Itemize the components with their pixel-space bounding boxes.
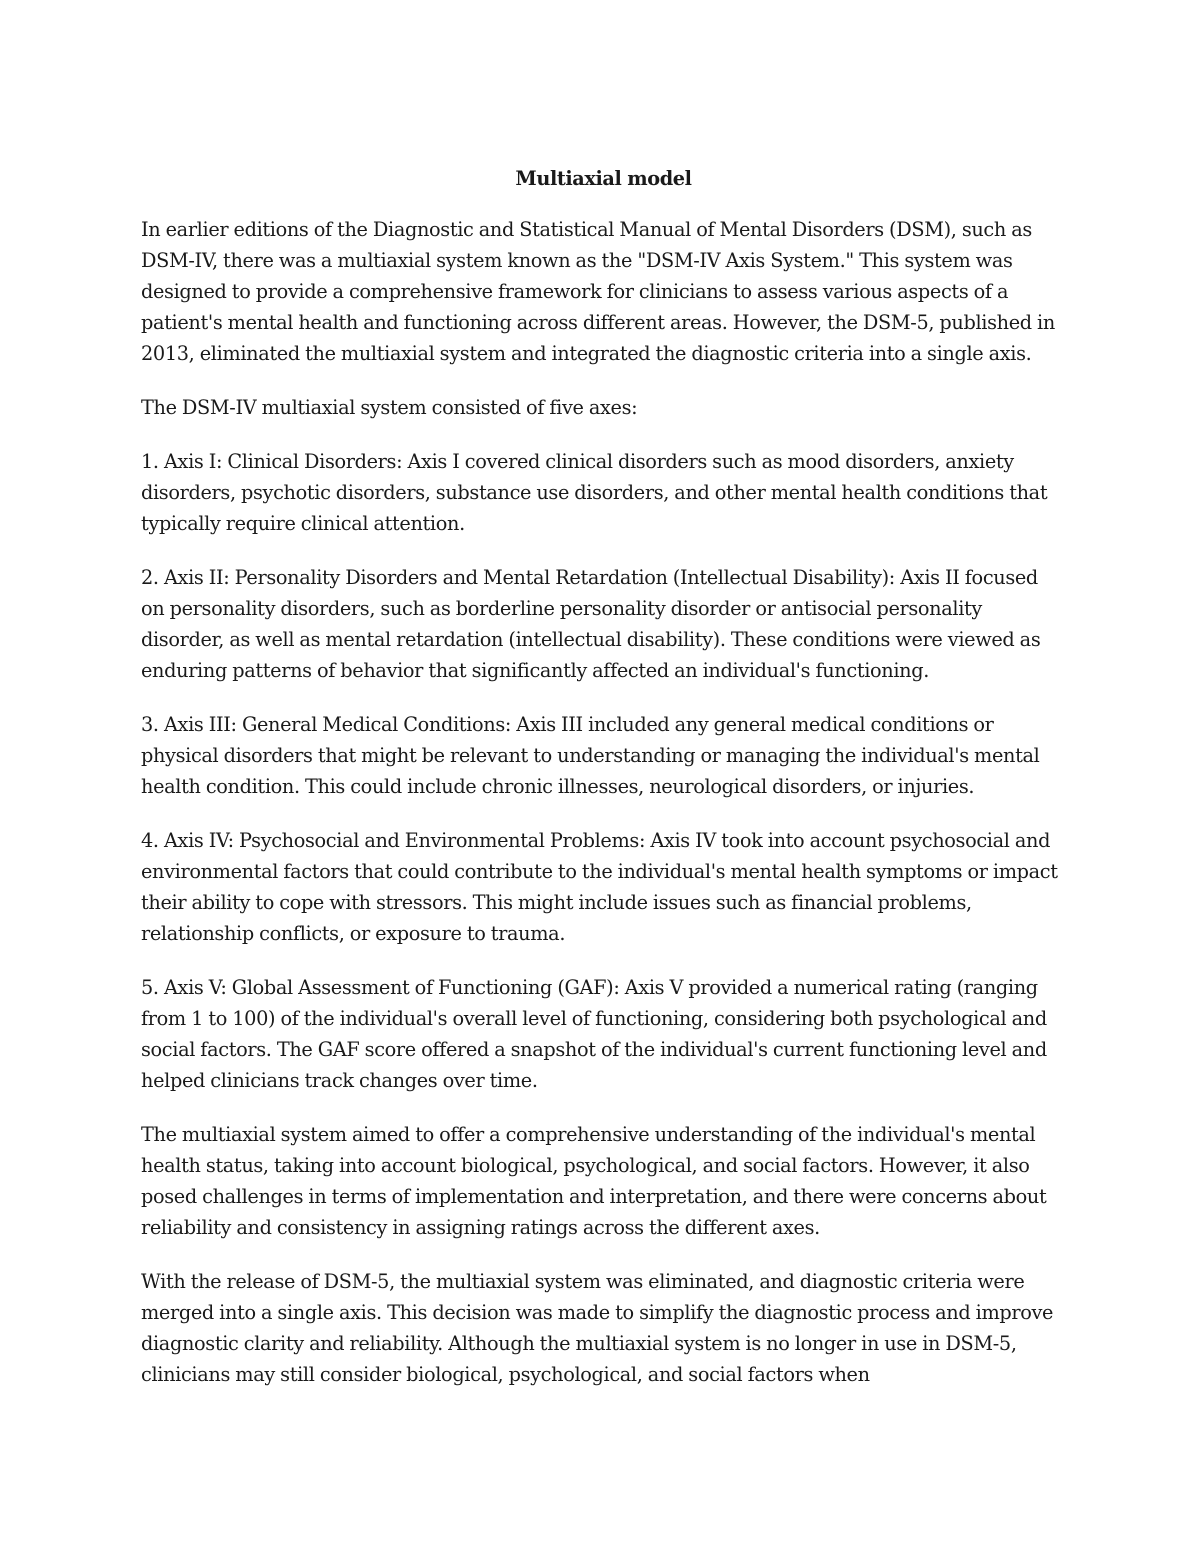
paragraph-axis-2: 2. Axis II: Personality Disorders and Mental Retardation (Intellectual Disability): Axis II focused on personality disorders, such as borderline personality disorder or antisocial personality disorder, as well as mental retardation (intellectual disability). These conditions were viewed as enduring patterns of behavior that significantly affected an individual's functioning.	[141, 566, 1041, 682]
paragraph-axes-intro: The DSM-IV multiaxial system consisted of five axes:	[141, 396, 638, 419]
paragraph-intro: In earlier editions of the Diagnostic and Statistical Manual of Mental Disorders (DSM), such as DSM-IV, there was a multiaxial system known as the "DSM-IV Axis System." This system was designed to provide a comprehensive framework for clinicians to assess various aspects of a patient's mental health and functioning across different areas. However, the DSM-5, published in 2013, eliminated the multiaxial system and integrated the diagnostic criteria into a single axis.	[141, 218, 1055, 365]
paragraph-axis-1: 1. Axis I: Clinical Disorders: Axis I covered clinical disorders such as mood disorders, anxiety disorders, psychotic disorders, substance use disorders, and other mental health conditions that typically require clinical attention.	[141, 450, 1048, 535]
paragraph-axis-5: 5. Axis V: Global Assessment of Functioning (GAF): Axis V provided a numerical rating (ranging from 1 to 100) of the individual's overall level of functioning, considering both psychological and social factors. The GAF score offered a snapshot of the individual's current functioning level and helped clinicians track changes over time.	[141, 976, 1047, 1092]
document-body	[141, 163, 1066, 1413]
paragraph-axis-3: 3. Axis III: General Medical Conditions: Axis III included any general medical conditions or physical disorders that might be relevant to understanding or managing the individual's mental health condition. This could include chronic illnesses, neurological disorders, or injuries.	[141, 713, 1040, 798]
paragraph-axis-4: 4. Axis IV: Psychosocial and Environmental Problems: Axis IV took into account psychosocial and environmental factors that could contribute to the individual's mental health symptoms or impact their ability to cope with stressors. This might include issues such as financial problems, relationship conflicts, or exposure to trauma.	[141, 829, 1058, 945]
paragraph-aims: The multiaxial system aimed to offer a comprehensive understanding of the individual's mental health status, taking into account biological, psychological, and social factors. However, it also posed challenges in terms of implementation and interpretation, and there were concerns about reliability and consistency in assigning ratings across the different axes.	[141, 1123, 1047, 1239]
document-title: Multiaxial model	[515, 167, 692, 190]
paragraph-dsm5-release: With the release of DSM-5, the multiaxial system was eliminated, and diagnostic criteria were merged into a single axis. This decision was made to simplify the diagnostic process and improve diagnostic clarity and reliability. Although the multiaxial system is no longer in use in DSM-5, clinicians may still consider biological, psychological, and social factors when	[141, 1270, 1054, 1386]
